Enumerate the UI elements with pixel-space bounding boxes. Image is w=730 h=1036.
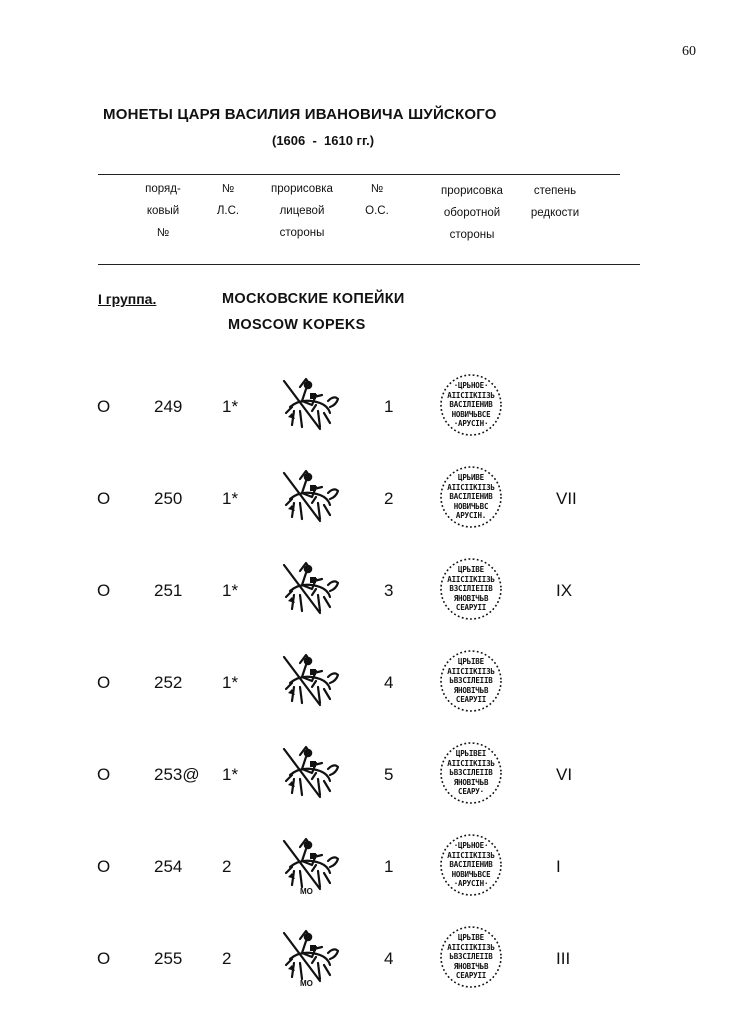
reverse-inscription-line: АIIСIIКIIЗЬ — [447, 482, 495, 492]
reverse-inscription-line: АIIСIIКIIЗЬ — [447, 666, 495, 676]
page-title: МОНЕТЫ ЦАРЯ ВАСИЛИЯ ИВАНОВИЧА ШУЙСКОГО — [103, 106, 497, 123]
reverse-inscription-icon — [438, 463, 504, 531]
reverse-inscription-line: СЕАРУ· — [458, 787, 484, 796]
reverse-inscription-line: ЬВЗСIЛЕIIВ — [449, 952, 493, 961]
reverse-inscription-line: ЬВЗСIЛЕIIВ — [449, 676, 493, 685]
rider-with-spear-icon — [270, 371, 342, 441]
row-obverse-number: 1* — [222, 489, 239, 508]
row-serial-number: 252 — [154, 673, 183, 692]
row-obverse-number: 1* — [222, 581, 239, 600]
obverse-mint-mark: МО — [300, 979, 313, 988]
row-serial-number: 253@ — [154, 765, 200, 784]
table-row — [0, 553, 730, 645]
row-reverse-number: 4 — [384, 949, 394, 968]
reverse-inscription-line: ВАСIЛIЕНИВ — [449, 400, 493, 409]
table-row — [0, 461, 730, 553]
row-reverse-number: 2 — [384, 489, 394, 508]
reverse-inscription-line: АIIСIIКIIЗЬ — [447, 574, 495, 584]
reverse-inscription-line: ЦРЬIВЕ — [458, 657, 484, 666]
reverse-inscription-icon — [438, 923, 504, 991]
row-obverse-number: 2 — [222, 857, 232, 876]
rider-with-spear-icon — [270, 647, 342, 717]
reverse-inscription-line: АIIСIIКIIЗЬ — [447, 850, 495, 860]
rider-with-spear-icon — [270, 831, 342, 901]
group-label: I группа. — [98, 291, 157, 307]
page-number: 60 — [682, 44, 696, 59]
row-obverse-number: 1* — [222, 765, 239, 784]
header-ls: № Л.С. — [216, 183, 240, 217]
row-serial-number: 249 — [154, 397, 183, 416]
table-row — [0, 829, 730, 921]
reverse-inscription-line: НОВИЧЬВС — [453, 501, 489, 511]
header-serial: поряд- ковый № — [145, 183, 181, 239]
reverse-inscription-line: АIIСIIКIIЗЬ — [447, 758, 495, 768]
row-mark: О — [97, 857, 111, 876]
reverse-inscription-icon — [438, 371, 504, 439]
row-rarity: I — [556, 857, 561, 876]
row-mark: О — [97, 765, 111, 784]
reverse-inscription-line: АРУСIН. — [455, 511, 487, 520]
row-serial-number: 254 — [154, 857, 183, 876]
reverse-inscription-line: ЯНОВIЧЬВ — [453, 593, 489, 603]
reverse-inscription-icon — [438, 647, 504, 715]
reverse-inscription-line: ВАСIЛIЕНИВ — [449, 860, 493, 869]
row-obverse-number: 1* — [222, 673, 239, 692]
reverse-inscription-line: НОВИЧЬВСЕ — [451, 409, 491, 419]
reverse-inscription-line: ·АРУСIН· — [453, 419, 489, 428]
row-mark: О — [97, 581, 111, 600]
reverse-inscription-line: ·АРУСIН· — [453, 879, 489, 888]
row-mark: О — [97, 489, 111, 508]
row-rarity: VII — [556, 489, 577, 508]
header-rule-top — [98, 174, 620, 175]
header-rule-bottom — [98, 264, 640, 265]
group-title: МОСКОВСКИЕ КОПЕЙКИ — [222, 291, 405, 307]
row-obverse-number: 1* — [222, 397, 239, 416]
reverse-inscription-line: ЯНОВIЧЬВ — [453, 777, 489, 787]
row-reverse-number: 3 — [384, 581, 394, 600]
row-reverse-number: 1 — [384, 397, 394, 416]
reverse-inscription-line: АIIСIIКIIЗЬ — [447, 942, 495, 952]
reverse-inscription-line: ЯНОВIЧЬВ — [453, 685, 489, 695]
row-reverse-number: 5 — [384, 765, 394, 784]
reverse-inscription-icon — [438, 739, 504, 807]
reverse-inscription-line: ЦРЬIВЕI — [455, 749, 487, 758]
reverse-inscription-line: ВЗСIЛIЕIIВ — [449, 584, 493, 593]
row-mark: О — [97, 397, 111, 416]
table-row — [0, 645, 730, 737]
reverse-inscription-line: НОВИЧЬВСЕ — [451, 869, 491, 879]
reverse-inscription-line: ·ЦРЬНОЕ· — [453, 381, 489, 390]
reverse-inscription-line: ·ЦРЬНОЕ· — [453, 841, 489, 850]
row-serial-number: 250 — [154, 489, 183, 508]
reverse-inscription-line: ЦРЬIВЕ — [458, 933, 484, 942]
rider-with-spear-icon — [270, 739, 342, 809]
row-rarity: VI — [556, 765, 573, 784]
row-rarity: III — [556, 949, 571, 968]
row-reverse-number: 1 — [384, 857, 394, 876]
header-obverse: прорисовка лицевой стороны — [271, 183, 333, 239]
rider-with-spear-icon — [270, 923, 342, 993]
reverse-inscription-icon — [438, 555, 504, 623]
reverse-inscription-line: ЬВЗСIЛЕIIВ — [449, 768, 493, 777]
header-os: № О.С. — [365, 183, 389, 217]
reverse-inscription-line: СЕАРУII — [455, 971, 487, 980]
header-reverse: прорисовка оборотной стороны — [441, 185, 503, 241]
table-row — [0, 737, 730, 829]
reverse-inscription-line: ВАСIЛIЕНИВ — [449, 492, 493, 501]
obverse-mint-mark: МО — [300, 887, 313, 896]
reverse-inscription-line: АIIСIIКIIЗЬ — [447, 390, 495, 400]
reverse-inscription-line: СЕАРУII — [455, 603, 487, 612]
row-serial-number: 255 — [154, 949, 183, 968]
reverse-inscription-line: ЦРЬIВЕ — [458, 565, 484, 574]
reverse-inscription-line: СЕАРУII — [455, 695, 487, 704]
reverse-inscription-icon — [438, 831, 504, 899]
reverse-inscription-line: ЯНОВIЧЬВ — [453, 961, 489, 971]
row-mark: О — [97, 673, 111, 692]
header-rarity: степень редкости — [530, 185, 580, 219]
row-obverse-number: 2 — [222, 949, 232, 968]
rider-with-spear-icon — [270, 555, 342, 625]
page-subtitle: (1606 - 1610 гг.) — [272, 133, 375, 148]
table-row — [0, 369, 730, 461]
table-row — [0, 921, 730, 1013]
row-mark: О — [97, 949, 111, 968]
row-rarity: IX — [556, 581, 573, 600]
group-title-en: MOSCOW KOPEKS — [228, 317, 366, 333]
row-serial-number: 251 — [154, 581, 183, 600]
rider-with-spear-icon — [270, 463, 342, 533]
reverse-inscription-line: ЦРЬИВЕ — [458, 473, 484, 482]
row-reverse-number: 4 — [384, 673, 394, 692]
